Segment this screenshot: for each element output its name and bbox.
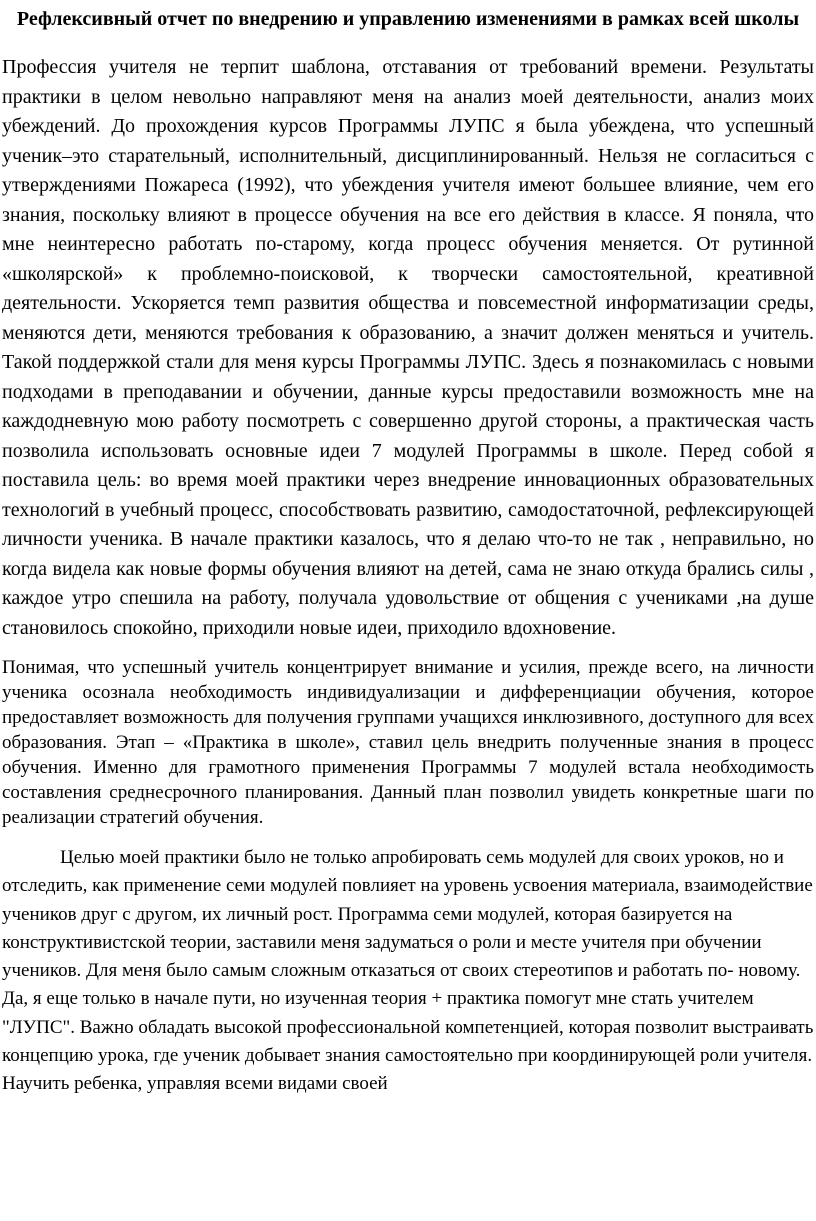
paragraph-1: Профессия учителя не терпит шаблона, отставания от требований времени. Результаты практики в целом невольно направляют меня на анализ моей деятельности, анализ моих убеждений. До прохождения курсов Программы ЛУПС я была убеждена, что успешный ученик–это старательный, исполнительный, дисциплинированный. Нельзя не согласиться с утверждениями Пожареса (1992), что убеждения учителя имеют большее влияние, чем его знания, поскольку влияют в процессе обучения на все его действия в классе. Я поняла, что мне неинтересно работать по-старому, когда процесс обучения меняется. От рутинной «школярской» к проблемно-поисковой, к творчески самостоятельной, креативной деятельности. Ускоряется темп развития общества и повсеместной информатизации среды, меняются дети, меняются требования к образованию, а значит должен меняться и учитель. Такой поддержкой стали для меня курсы Программы ЛУПС. Здесь я познакомилась с новыми подходами в преподавании и обучении, данные курсы предоставили возможность мне на каждодневную мою работу посмотреть с совершенно другой стороны, а практическая часть позволила использовать основные идеи 7 модулей Программы в школе. Перед собой я поставила цель: во время моей практики через внедрение инновационных образовательных технологий в учебный процесс, способствовать развитию, самодостаточной, рефлексирующей личности ученика. В начале практики казалось, что я делаю что-то не так , неправильно, но когда видела как новые формы обучения влияют на детей, сама не знаю откуда брались силы , каждое утро спешила на работу, получала удовольствие от общения с учениками ,на душе становилось спокойно, приходили новые идеи, приходило вдохновение.: [2, 56, 814, 639]
paragraph-2: Понимая, что успешный учитель концентрирует внимание и усилия, прежде всего, на личности ученика осознала необходимость индивидуализации и дифференциации обучения, которое предоставляет возможность для получения группами учащихся инклюзивного, доступного для всех образования. Этап – «Практика в школе», ставил цель внедрить полученные знания в процесс обучения. Именно для грамотного применения Программы 7 модулей встала необходимость составления среднесрочного планирования. Данный план позволил увидеть конкретные шаги по реализации стратегий обучения.: [2, 657, 814, 828]
document-title: Рефлексивный отчет по внедрению и управлению изменениями в рамках всей школы: [16, 8, 800, 30]
paragraph-3: Целью моей практики было не только апробировать семь модулей для своих уроков, но и отследить, как применение семи модулей повлияет на уровень усвоения материала, взаимодействие учеников друг с другом, их личный рост. Программа семи модулей, которая базируется на конструктивистской теории, заставили меня задуматься о роли и месте учителя при обучении учеников. Для меня было самым сложным отказаться от своих стереотипов и работать по- новому. Да, я еще только в начале пути, но изученная теория + практика помогут мне стать учителем "ЛУПС". Важно обладать высокой профессиональной компетенцией, которая позволит выстраивать концепцию урока, где ученик добывает знания самостоятельно при координирующей роли учителя. Научить ребенка, управляя всеми видами своей: [2, 847, 814, 1095]
